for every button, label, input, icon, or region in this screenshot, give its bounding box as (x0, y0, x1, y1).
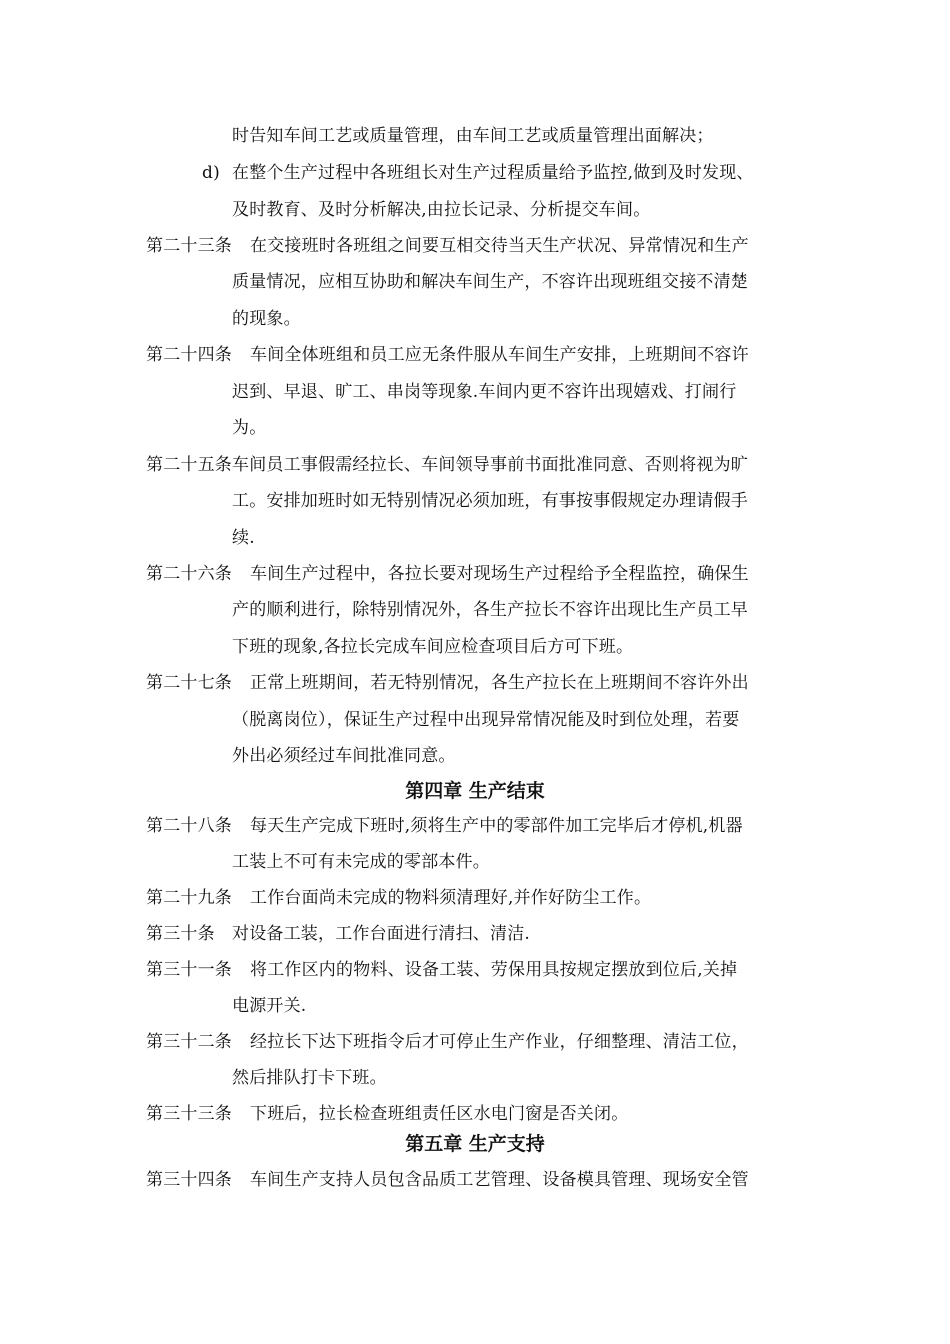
article-text-line: 将工作区内的物料、设备工装、劳保用具按规定摆放到位后,关掉 (250, 960, 738, 980)
article-number: 第二十五条 (146, 455, 232, 475)
article-text-line: 正常上班期间，若无特别情况，各生产拉长在上班期间不容许外出 (250, 673, 749, 693)
article-number: 第二十六条 (146, 564, 232, 584)
article-number: 第二十三条 (146, 236, 232, 256)
article-text-line: 工装上不可有未完成的零部本件。 (232, 852, 490, 872)
item-c-tail: 时告知车间工艺或质量管理，由车间工艺或质量管理出面解决； (232, 126, 714, 146)
article-text-line: 车间全体班组和员工应无条件服从车间生产安排，上班期间不容许 (250, 345, 749, 365)
article-text-line: 然后排队打卡下班。 (232, 1068, 387, 1088)
article-number: 第三十条 (146, 924, 215, 944)
article-text-line: 外出必须经过车间批准同意。 (232, 746, 456, 766)
item-d-line-2: 及时教育、及时分析解决,由拉长记录、分析提交车间。 (232, 200, 651, 220)
article-text-line: 电源开关. (232, 996, 307, 1016)
article-number: 第三十三条 (146, 1104, 232, 1124)
article-text-line: 续. (232, 528, 255, 548)
article-number: 第二十九条 (146, 888, 232, 908)
article-text-line: 车间生产过程中，各拉长要对现场生产过程给予全程监控，确保生 (250, 564, 749, 584)
article-text-line: 对设备工装，工作台面进行清扫、清洁. (232, 924, 531, 944)
article-number: 第三十四条 (146, 1170, 232, 1190)
article-text-line: 在交接班时各班组之间要互相交待当天生产状况、异常情况和生产 (250, 236, 749, 256)
article-text-line: 工作台面尚未完成的物料须清理好,并作好防尘工作。 (250, 888, 652, 908)
article-text-line: （脱离岗位），保证生产过程中出现异常情况能及时到位处理，若要 (232, 710, 740, 730)
article-number: 第三十二条 (146, 1032, 232, 1052)
chapter-heading: 第四章 生产结束 (405, 780, 545, 802)
article-text-line: 每天生产完成下班时,须将生产中的零部件加工完毕后才停机,机器 (250, 816, 743, 836)
article-text-line: 下班的现象,各拉长完成车间应检查项目后方可下班。 (232, 637, 634, 657)
article-text-line: 为。 (232, 418, 267, 438)
article-text-line: 迟到、早退、旷工、串岗等现象.车间内更不容许出现嬉戏、打闹行 (232, 382, 737, 402)
article-text-line: 工。安排加班时如无特别情况必须加班，有事按事假规定办理请假手 (232, 491, 748, 511)
chapter-heading: 第五章 生产支持 (405, 1133, 545, 1155)
article-number: 第三十一条 (146, 960, 232, 980)
article-text-line: 下班后，拉长检查班组责任区水电门窗是否关闭。 (250, 1104, 629, 1124)
article-number: 第二十七条 (146, 673, 232, 693)
article-text-line: 质量情况，应相互协助和解决车间生产，不容许出现班组交接不清楚 (232, 272, 748, 292)
article-text-line: 产的顺利进行，除特别情况外，各生产拉长不容许出现比生产员工早 (232, 600, 748, 620)
item-d-marker: d) (202, 163, 220, 183)
article-number: 第二十四条 (146, 345, 232, 365)
article-number: 第二十八条 (146, 816, 232, 836)
article-text-line: 经拉长下达下班指令后才可停止生产作业，仔细整理、清洁工位， (250, 1032, 749, 1052)
article-text-line: 的现象。 (232, 309, 301, 329)
article-text-line: 车间生产支持人员包含品质工艺管理、设备模具管理、现场安全管 (250, 1170, 749, 1190)
item-d-line-1: 在整个生产过程中各班组长对生产过程质量给予监控,做到及时发现、 (232, 163, 754, 183)
article-text-line: 车间员工事假需经拉长、车间领导事前书面批准同意、否则将视为旷 (232, 455, 748, 475)
